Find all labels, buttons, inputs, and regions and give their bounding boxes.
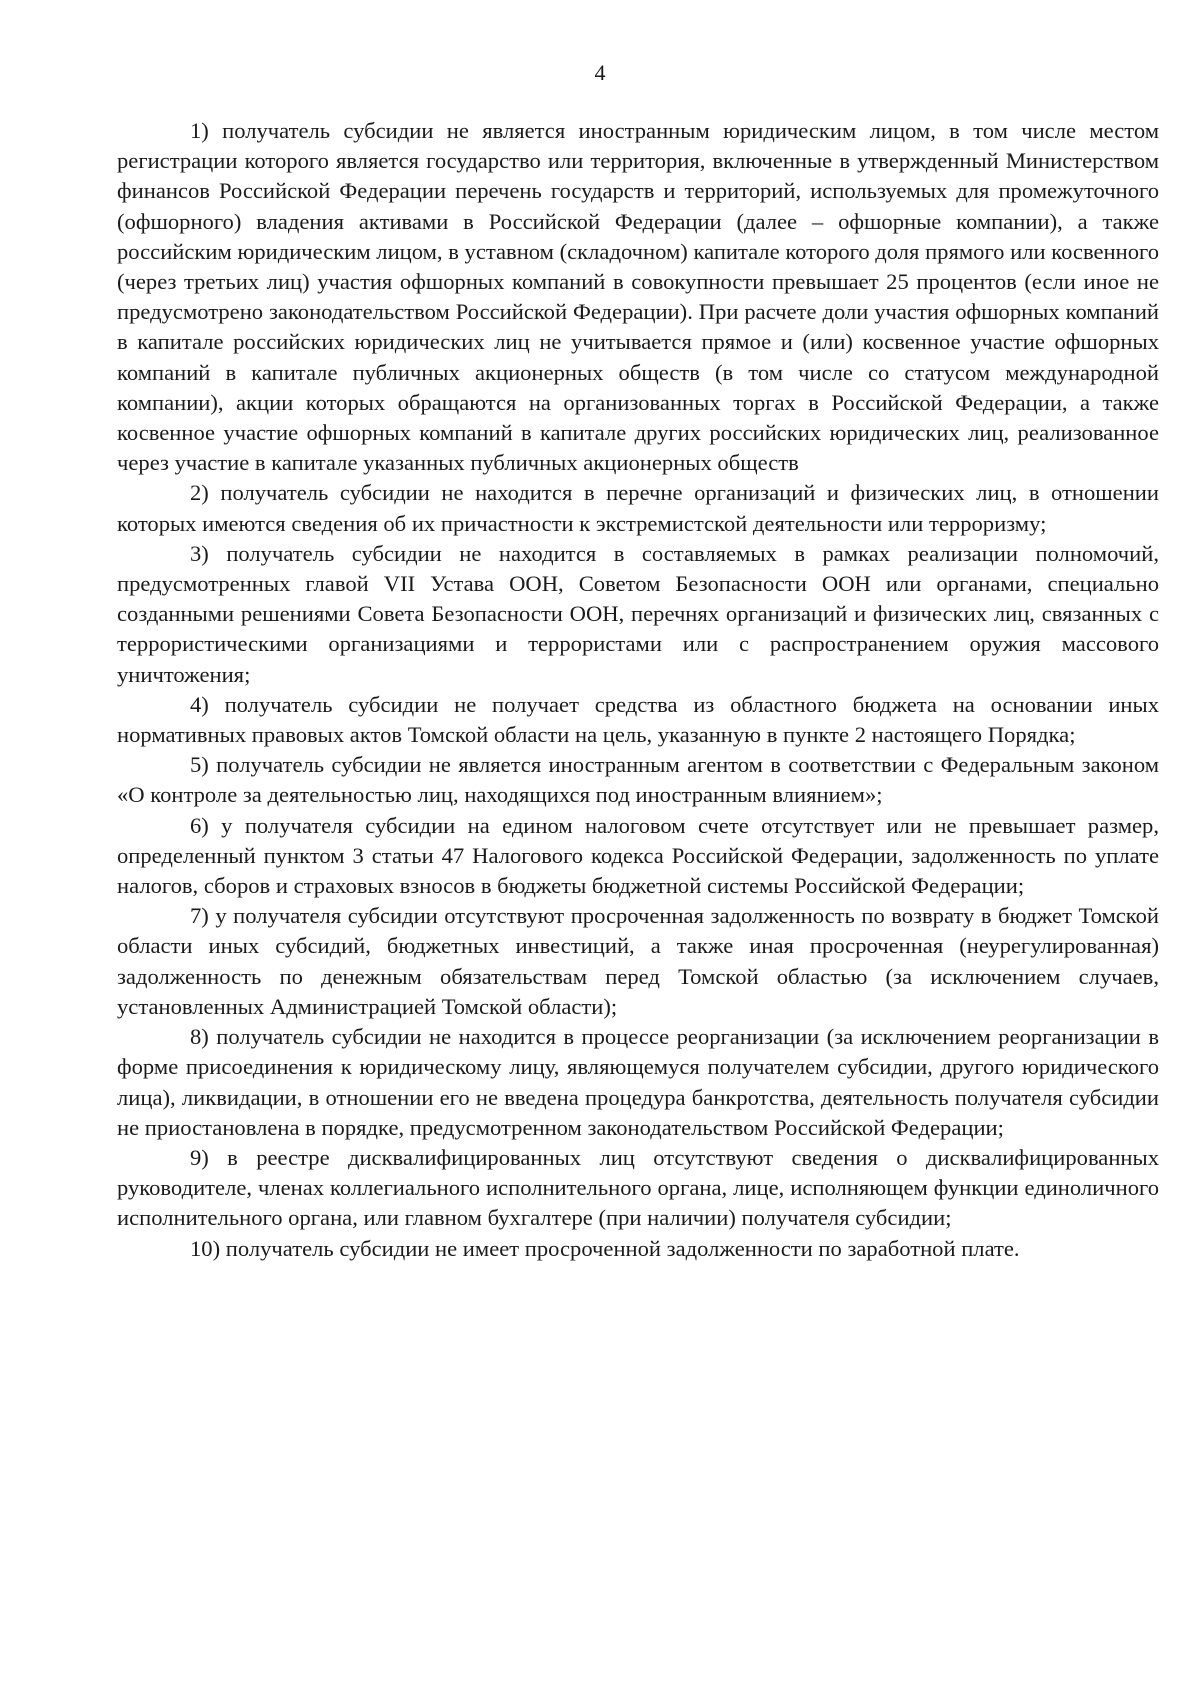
paragraph-item-8: 8) получатель субсидии не находится в процессе реорганизации (за исключением реорганизации в форме присоединения к юридическому лицу, являющемуся получателем субсидии, другого юридического лица), ликвидации, в отношении его не введена процедура банкротства, деятельность получателя субсидии не приостановлена в порядке, предусмотренном законодательством Российской Федерации; — [117, 1024, 1159, 1140]
page-number: 4 — [594, 60, 606, 85]
paragraph-item-5: 5) получатель субсидии не является иностранным агентом в соответствии с Федеральным законом «О контроле за деятельностью лиц, находящихся под иностранным влиянием»; — [117, 752, 1159, 808]
paragraph-item-9: 9) в реестре дисквалифицированных лиц отсутствуют сведения о дисквалифицированных руководителе, членах коллегиального исполнительного органа, лице, исполняющем функции единоличного исполнительного органа, или главном бухгалтере (при наличии) получателя субсидии; — [117, 1144, 1159, 1231]
paragraph-item-7: 7) у получателя субсидии отсутствуют просроченная задолженность по возврату в бюджет Томской области иных субсидий, бюджетных инвестиций, а также иная просроченная (неурегулированная) задолженность по денежным обязательствам перед Томской областью (за исключением случаев, установленных Администрацией Томской области); — [117, 903, 1159, 1019]
paragraph-item-6: 6) у получателя субсидии на едином налоговом счете отсутствует или не превышает размер, определенный пунктом 3 статьи 47 Налогового кодекса Российской Федерации, задолженность по уплате налогов, сборов и страховых взносов в бюджеты бюджетной системы Российской Федерации; — [117, 812, 1159, 899]
paragraph-item-4: 4) получатель субсидии не получает средства из областного бюджета на основании иных нормативных правовых актов Томской области на цель, указанную в пункте 2 настоящего Порядка; — [117, 691, 1159, 748]
paragraph-item-10: 10) получатель субсидии не имеет просроченной задолженности по заработной плате. — [190, 1235, 1020, 1261]
paragraph-item-2: 2) получатель субсидии не находится в перечне организаций и физических лиц, в отношении которых имеются сведения об их причастности к экстремистской деятельности или терроризму; — [117, 480, 1159, 536]
document-body — [117, 116, 1159, 1264]
paragraph-item-1: 1) получатель субсидии не является иностранным юридическим лицом, в том числе местом регистрации которого является государство или территория, включенные в утвержденный Министерством финансов Российской Федерации перечень государств и территорий, используемых для промежуточного (офшорного) владения активами в Российской Федерации (далее – офшорные компании), а также российским юридическим лицом, в уставном (складочном) капитале которого доля прямого или косвенного (через третьих лиц) участия офшорных компаний в совокупности превышает 25 процентов (если иное не предусмотрено законодательством Российской Федерации). При расчете доли участия офшорных компаний в капитале российских юридических лиц не учитывается прямое и (или) косвенное участие офшорных компаний в капитале публичных акционерных обществ (в том числе со статусом международной компании), акции которых обращаются на организованных торгах в Российской Федерации, а также косвенное участие офшорных компаний в капитале других российских юридических лиц, реализованное через участие в капитале указанных публичных акционерных обществ — [117, 118, 1159, 476]
paragraph-item-3: 3) получатель субсидии не находится в составляемых в рамках реализации полномочий, предусмотренных главой VII Устава ООН, Советом Безопасности ООН или органами, специально созданными решениями Совета Безопасности ООН, перечнях организаций и физических лиц, связанных с террористическими организациями и террористами или с распространением оружия массового уничтожения; — [117, 540, 1159, 687]
